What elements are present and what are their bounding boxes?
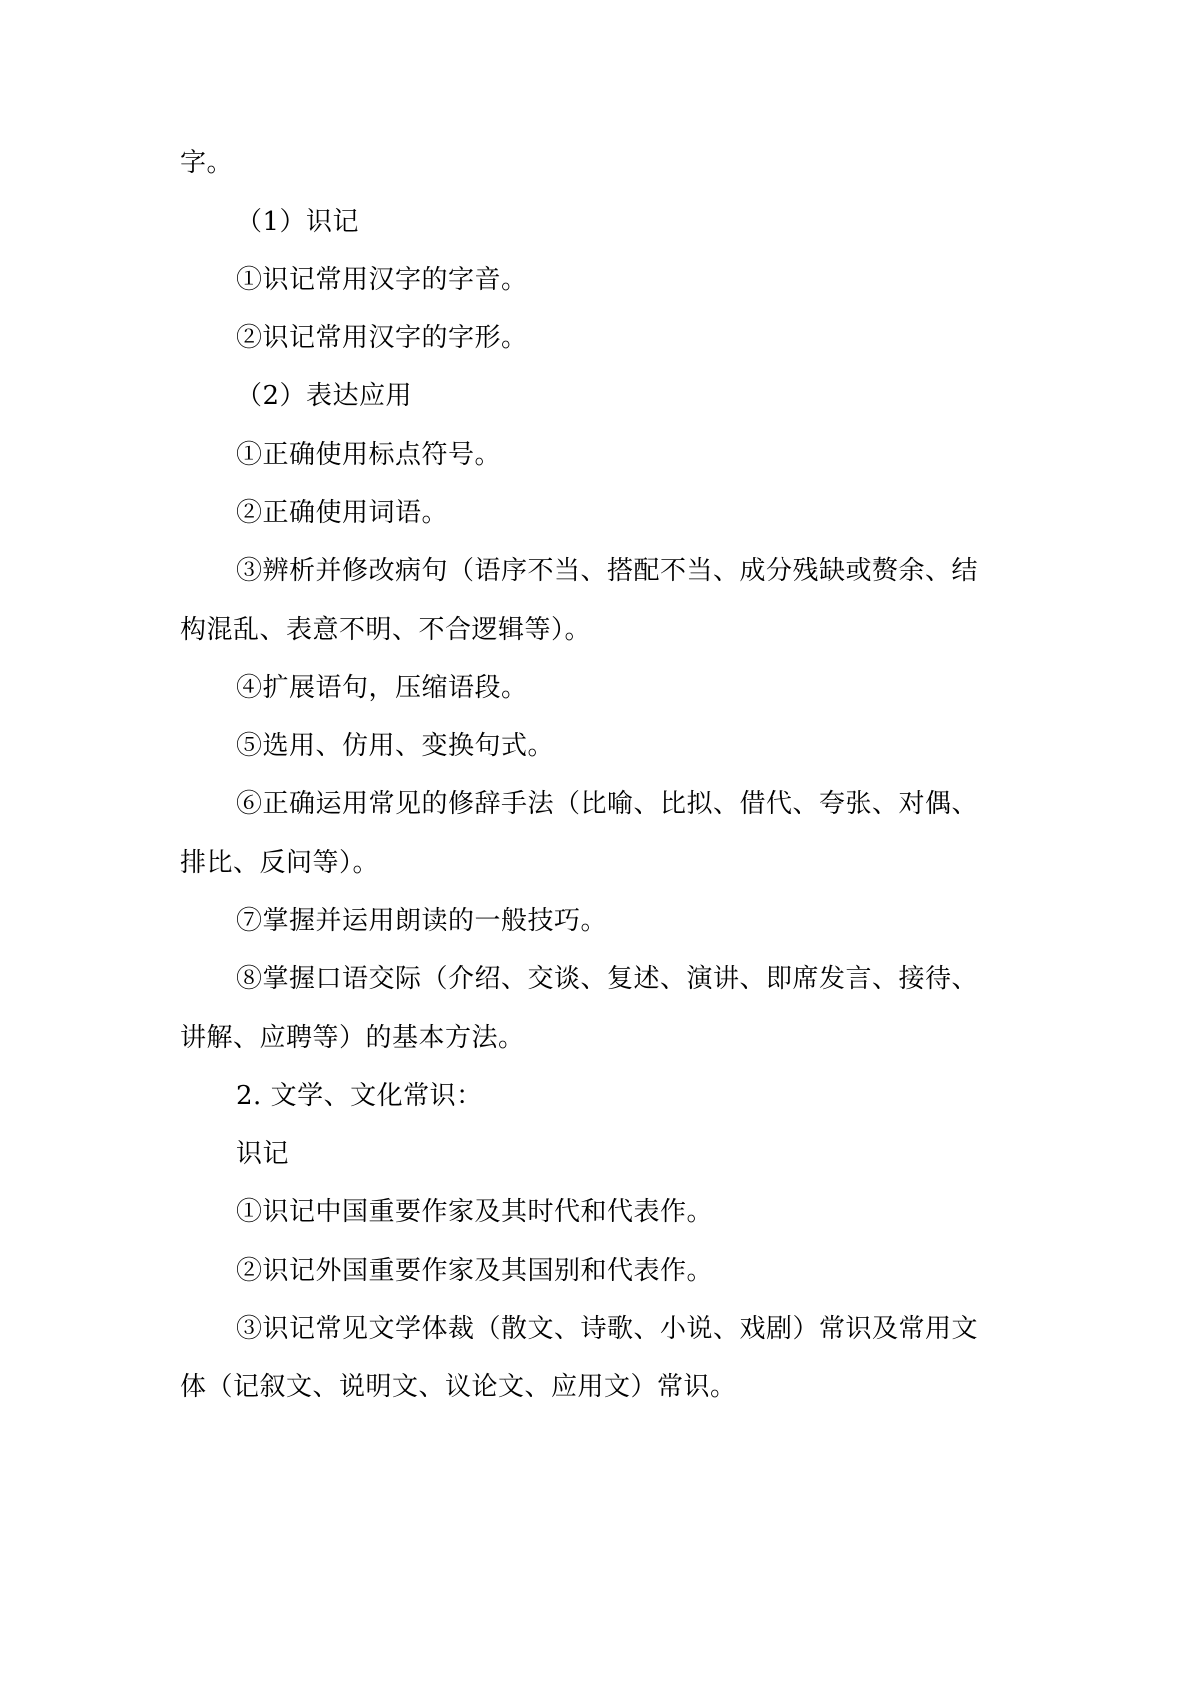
list-item-continuation: 构混乱、表意不明、不合逻辑等）。 [180,615,592,645]
list-item: ⑧掌握口语交际（介绍、交谈、复述、演讲、即席发言、接待、 [236,964,979,994]
list-item: ③辨析并修改病句（语序不当、搭配不当、成分残缺或赘余、结 [236,556,979,586]
list-item: ②正确使用词语。 [236,498,449,528]
list-item: ⑤选用、仿用、变换句式。 [236,731,555,761]
list-item: ②识记外国重要作家及其国别和代表作。 [236,1256,714,1286]
list-item: ⑥正确运用常见的修辞手法（比喻、比拟、借代、夸张、对偶、 [236,789,979,819]
section-heading: （1）识记 [236,207,360,237]
list-item: ③识记常见文学体裁（散文、诗歌、小说、戏剧）常识及常用文 [236,1314,979,1344]
list-item: ④扩展语句，压缩语段。 [236,673,528,703]
list-item-continuation: 讲解、应聘等）的基本方法。 [180,1023,525,1053]
text-line: 字。 [180,148,234,178]
list-item: ②识记常用汉字的字形。 [236,323,528,353]
list-item-continuation: 体（记叙文、说明文、议论文、应用文）常识。 [180,1372,737,1402]
section-heading: （2）表达应用 [236,381,413,411]
section-heading: 2. 文学、文化常识： [236,1081,483,1111]
list-item: ①正确使用标点符号。 [236,440,502,470]
list-item-continuation: 排比、反问等）。 [180,848,380,878]
list-item: ①识记中国重要作家及其时代和代表作。 [236,1197,714,1227]
list-item: ⑦掌握并运用朗读的一般技巧。 [236,906,608,936]
list-item: ①识记常用汉字的字音。 [236,265,528,295]
subsection-heading: 识记 [236,1139,290,1169]
